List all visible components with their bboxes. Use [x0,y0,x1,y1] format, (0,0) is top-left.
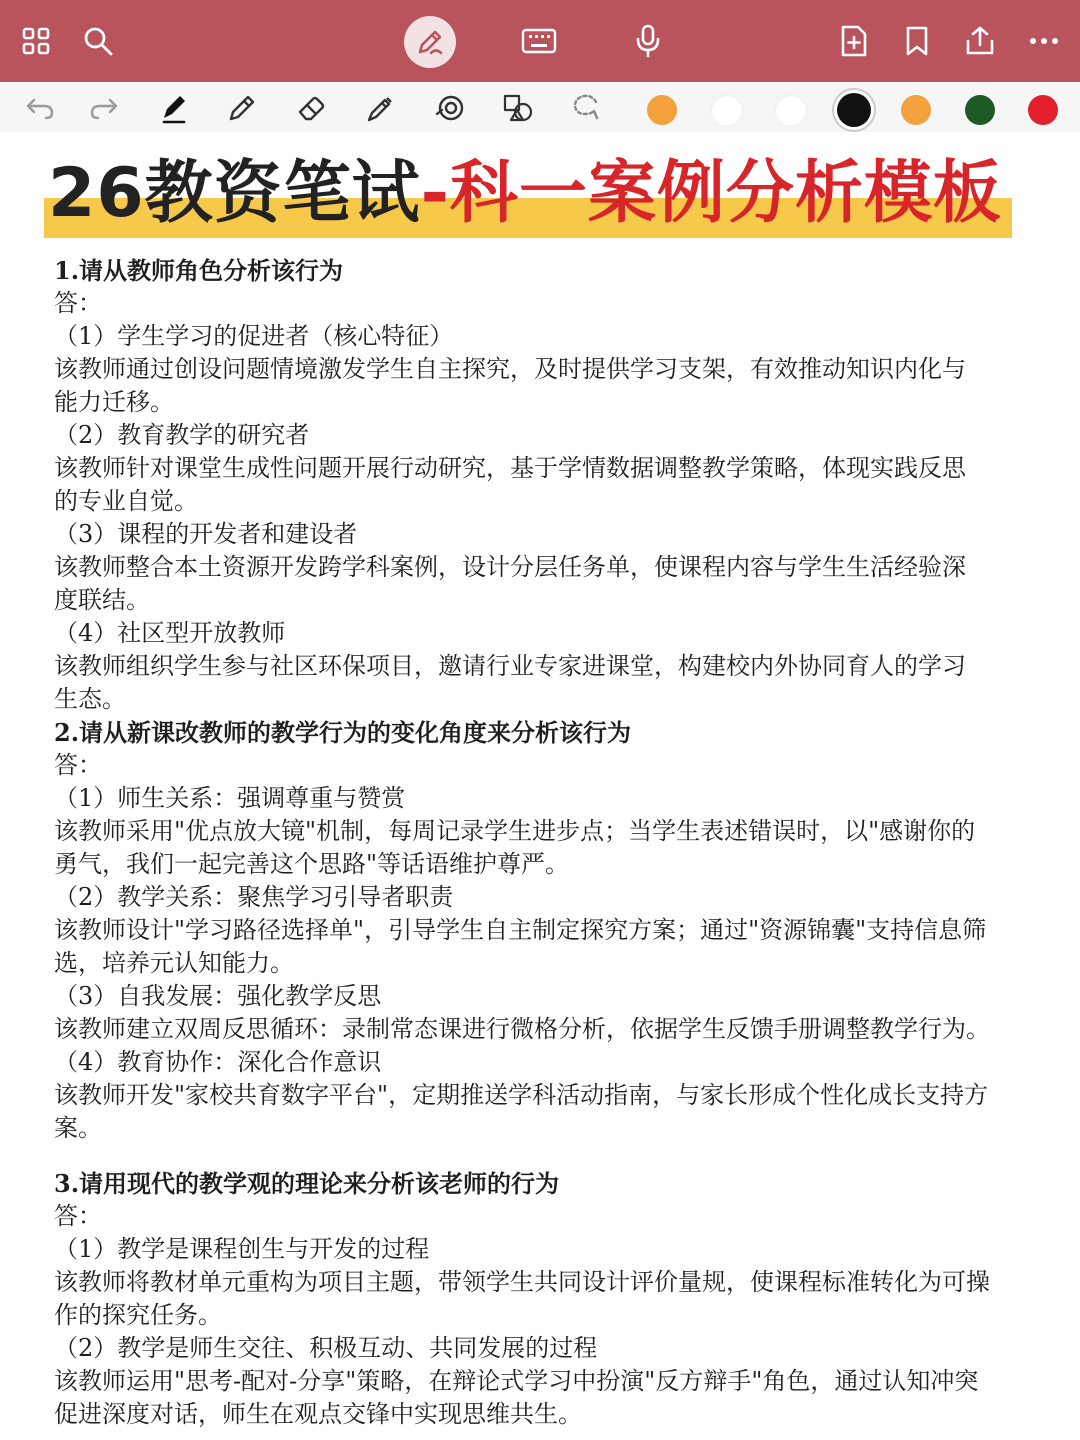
add-page-icon[interactable] [834,21,874,61]
title-block [44,146,1024,246]
color-swatch-white[interactable] [711,95,743,127]
text-line: 该教师建立双周反思循环：录制常态课进行微格分析，依据学生反馈手册调整教学行为。 [54,1015,990,1043]
text-line: 生态。 [54,685,126,713]
text-line: 选，培养元认知能力。 [54,949,294,977]
text-line: 该教师设计"学习路径选择单"，引导学生自主制定探究方案；通过"资源锦囊"支持信息筛 [54,916,987,944]
text-line: （2）教学关系：聚焦学习引导者职责 [54,883,454,911]
keyboard-icon[interactable] [519,21,559,61]
grid-icon[interactable] [16,21,56,61]
text-line: 该教师通过创设问题情境激发学生自主探究，及时提供学习支架，有效推动知识内化与 [54,355,966,383]
text-line: 的专业自觉。 [54,487,198,515]
text-line: 作的探究任务。 [54,1301,222,1329]
text-line: 促进深度对话，师生在观点交锋中实现思维共生。 [54,1400,582,1428]
text-line: 答： [54,1202,102,1230]
text-line: （4）教育协作：深化合作意识 [54,1048,382,1076]
text-line: （4）社区型开放教师 [54,619,286,647]
top-toolbar [0,0,1080,82]
text-line: 答： [54,751,102,779]
color-swatch-red[interactable] [1028,95,1058,125]
color-swatch-black-selected[interactable] [837,93,871,127]
text-line: 能力迁移。 [54,388,174,416]
text-line: （2）教学是师生交往、积极互动、共同发展的过程 [54,1334,598,1362]
spacer [54,1145,1054,1167]
text-line: 答： [54,289,102,317]
text-line: 该教师采用"优点放大镜"机制，每周记录学生进步点；当学生表述错误时，以"感谢你的 [54,817,976,845]
text-line: （2）教育教学的研究者 [54,421,310,449]
undo-icon[interactable] [22,90,58,126]
text-line: （1）师生关系：强调尊重与赞赏 [54,784,406,812]
page-title [48,146,1002,242]
color-swatch-white-2[interactable] [775,95,807,127]
text-line: 该教师整合本土资源开发跨学科案例，设计分层任务单，使课程内容与学生生活经验深 [54,553,966,581]
text-line: 该教师组织学生参与社区环保项目，邀请行业专家进课堂，构建校内外协同育人的学习 [54,652,966,680]
color-swatch-orange[interactable] [647,95,677,125]
pen-toolbar [0,82,1080,132]
text-line: （1）学生学习的促进者（核心特征） [54,322,454,350]
more-icon[interactable] [1024,21,1064,61]
bookmark-icon[interactable] [897,21,937,61]
text-line: 该教师将教材单元重构为项目主题，带领学生共同设计评价量规，使课程标准转化为可操 [54,1268,990,1296]
text-line: （3）自我发展：强化教学反思 [54,982,382,1010]
lasso-icon[interactable] [568,90,604,126]
title-accent: -科一案例分析模板 [420,154,1002,233]
text-line: 该教师开发"家校共育数字平台"，定期推送学科活动指南，与家长形成个性化成长支持方 [54,1081,989,1109]
shapes-icon[interactable] [500,90,536,126]
text-line: 勇气，我们一起完善这个思路"等话语维护尊严。 [54,850,570,878]
share-icon[interactable] [960,21,1000,61]
color-swatch-orange-2[interactable] [901,95,931,125]
text-line: 度联结。 [54,586,150,614]
pen-draw-icon[interactable] [404,16,456,68]
redo-icon[interactable] [86,90,122,126]
highlighter-icon[interactable] [362,90,398,126]
text-line: （3）课程的开发者和建设者 [54,520,358,548]
text-line: 该教师运用"思考-配对-分享"策略，在辩论式学习中扮演"反方辩手"角色，通过认知冲突 [54,1367,979,1395]
question-heading: 3.请用现代的教学观的理论来分析该老师的行为 [54,1169,560,1198]
color-swatch-green[interactable] [965,95,995,125]
text-line: （1）教学是课程创生与开发的过程 [54,1235,430,1263]
text-line: 该教师针对课堂生成性问题开展行动研究，基于学情数据调整教学策略，体现实践反思 [54,454,966,482]
search-icon[interactable] [78,21,118,61]
eraser-icon[interactable] [294,90,330,126]
text-line: 案。 [54,1114,102,1142]
shape-recognition-icon[interactable] [432,90,468,126]
note-content[interactable] [54,254,1054,1431]
fountain-pen-icon[interactable] [156,90,192,126]
title-prefix: 26教资笔试 [48,154,421,233]
question-heading: 2.请从新课改教师的教学行为的变化角度来分析该行为 [54,718,632,747]
microphone-icon[interactable] [628,21,668,61]
pencil-icon[interactable] [224,90,260,126]
question-heading: 1.请从教师角色分析该行为 [54,256,344,285]
